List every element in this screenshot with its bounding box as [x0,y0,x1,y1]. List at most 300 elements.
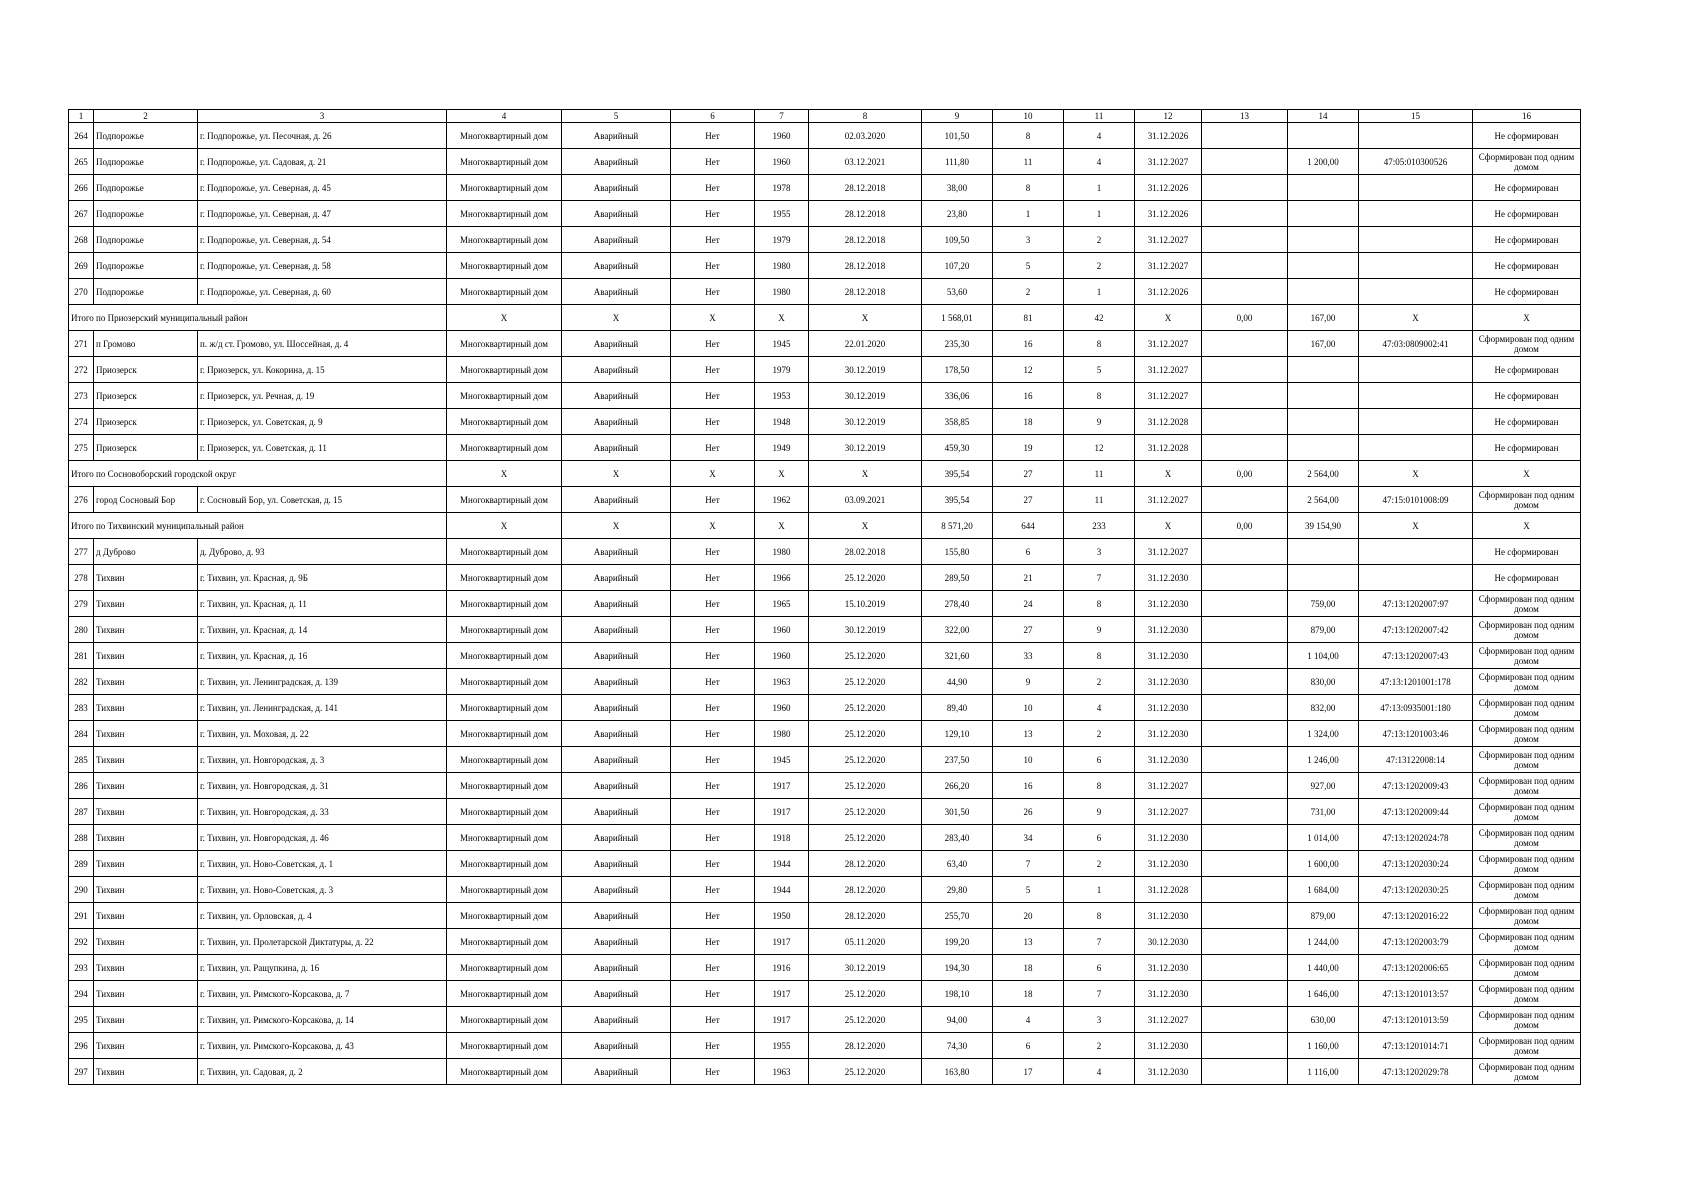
table-cell: 167,00 [1288,305,1359,331]
table-cell: 3 [1064,539,1135,565]
table-cell: X [755,461,809,487]
table-cell: г. Подпорожье, ул. Северная, д. 47 [198,201,447,227]
table-cell: 19 [993,435,1064,461]
table-cell: г. Приозерск, ул. Советская, д. 9 [198,409,447,435]
table-cell: 281 [69,643,94,669]
table-cell: 5 [993,877,1064,903]
table-cell: Аварийный [562,201,671,227]
table-cell: 31.12.2030 [1135,981,1202,1007]
table-cell: 107,20 [922,253,993,279]
table-cell: 336,06 [922,383,993,409]
table-cell: Аварийный [562,1033,671,1059]
table-cell: 38,00 [922,175,993,201]
table-cell: 31.12.2030 [1135,1033,1202,1059]
table-cell: Нет [671,123,755,149]
table-cell: 1978 [755,175,809,201]
table-cell [1202,695,1288,721]
table-cell: Нет [671,149,755,175]
table-cell: Аварийный [562,591,671,617]
table-cell: 47:13:1202009:44 [1359,799,1473,825]
table-cell: Не сформирован [1473,539,1581,565]
table-cell: Нет [671,799,755,825]
table-cell: Многоквартирный дом [447,435,562,461]
table-cell: X [562,305,671,331]
table-cell: 31.12.2030 [1135,721,1202,747]
table-cell: 2 [1064,1033,1135,1059]
table-cell: Нет [671,721,755,747]
table-cell: Тихвин [94,773,198,799]
table-cell: Аварийный [562,123,671,149]
table-cell: Аварийный [562,279,671,305]
table-cell [1202,591,1288,617]
table-cell: 1 [1064,877,1135,903]
table-cell: Многоквартирный дом [447,383,562,409]
table-cell: Аварийный [562,747,671,773]
header-row [69,110,1581,123]
table-cell [1202,617,1288,643]
table-cell: 47:13:1202003:79 [1359,929,1473,955]
table-cell: 6 [1064,955,1135,981]
table-cell: 301,50 [922,799,993,825]
table-cell: 759,00 [1288,591,1359,617]
table-cell: 25.12.2020 [809,799,922,825]
table-cell: 2 [993,279,1064,305]
table-cell: 2 564,00 [1288,487,1359,513]
table-cell: Нет [671,279,755,305]
table-cell: 28.12.2018 [809,201,922,227]
table-cell [1288,383,1359,409]
table-cell: 25.12.2020 [809,747,922,773]
table-cell: 31.12.2030 [1135,747,1202,773]
table-cell: г. Тихвин, ул. Орловская, д. 4 [198,903,447,929]
column-header: 12 [1135,110,1202,123]
table-cell: 25.12.2020 [809,1007,922,1033]
table-cell: г. Тихвин, ул. Ново-Советская, д. 1 [198,851,447,877]
table-cell: Подпорожье [94,227,198,253]
table-cell: Сформирован под одним домом [1473,331,1581,357]
table-cell: 289,50 [922,565,993,591]
table-cell: 289 [69,851,94,877]
table-cell: 31.12.2030 [1135,617,1202,643]
table-cell: Многоквартирный дом [447,929,562,955]
table-cell: 1944 [755,877,809,903]
table-cell: Тихвин [94,825,198,851]
table-cell: 1 [1064,201,1135,227]
table-cell: Аварийный [562,903,671,929]
table-cell: X [809,461,922,487]
table-cell: 31.12.2030 [1135,955,1202,981]
table-cell: 322,00 [922,617,993,643]
table-cell: Многоквартирный дом [447,799,562,825]
table-cell: Многоквартирный дом [447,1007,562,1033]
table-cell: 27 [993,487,1064,513]
column-header: 16 [1473,110,1581,123]
table-cell: 31.12.2027 [1135,227,1202,253]
table-cell: 292 [69,929,94,955]
table-cell: 267 [69,201,94,227]
table-cell: 9 [1064,409,1135,435]
table-cell: Многоквартирный дом [447,487,562,513]
table-cell: Аварийный [562,149,671,175]
table-row [69,175,1581,201]
table-cell: Тихвин [94,851,198,877]
table-cell: 47:13:1202024:78 [1359,825,1473,851]
table-cell: Нет [671,409,755,435]
table-cell: 111,80 [922,149,993,175]
table-cell: Нет [671,773,755,799]
table-cell [1202,201,1288,227]
table-cell: 31.12.2030 [1135,669,1202,695]
table-cell: г. Подпорожье, ул. Северная, д. 58 [198,253,447,279]
table-cell: 27 [993,461,1064,487]
table-cell: 47:15:0101008:09 [1359,487,1473,513]
table-cell: Аварийный [562,721,671,747]
table-cell: 8 [1064,591,1135,617]
table-cell: 28.12.2018 [809,253,922,279]
table-cell: Нет [671,617,755,643]
table-cell: 16 [993,331,1064,357]
table-row [69,1007,1581,1033]
table-cell: Аварийный [562,253,671,279]
table-cell: 8 [1064,331,1135,357]
table-cell: 178,50 [922,357,993,383]
table-cell [1359,123,1473,149]
table-cell: 879,00 [1288,617,1359,643]
table-cell: Аварийный [562,617,671,643]
table-cell: 295 [69,1007,94,1033]
column-header: 3 [198,110,447,123]
table-cell: 395,54 [922,487,993,513]
table-cell: 31.12.2030 [1135,1059,1202,1085]
table-cell: 6 [1064,825,1135,851]
table-cell: 31.12.2030 [1135,643,1202,669]
table-cell: X [809,513,922,539]
column-header: 14 [1288,110,1359,123]
table-cell: 233 [1064,513,1135,539]
table-cell: Сформирован под одним домом [1473,851,1581,877]
table-cell: 879,00 [1288,903,1359,929]
table-cell: 31.12.2026 [1135,175,1202,201]
table-cell [1359,435,1473,461]
table-cell: Аварийный [562,669,671,695]
table-cell: 0,00 [1202,461,1288,487]
table-cell: 266 [69,175,94,201]
table-cell: 1979 [755,357,809,383]
table-cell: Тихвин [94,877,198,903]
table-row [69,357,1581,383]
table-cell: Аварийный [562,409,671,435]
table-cell: 31.12.2027 [1135,539,1202,565]
table-cell: X [447,513,562,539]
table-cell: Сформирован под одним домом [1473,487,1581,513]
table-cell: 272 [69,357,94,383]
table-cell: г. Подпорожье, ул. Северная, д. 45 [198,175,447,201]
table-cell: X [671,305,755,331]
table-cell: г. Тихвин, ул. Моховая, д. 22 [198,721,447,747]
table-cell: д Дуброво [94,539,198,565]
table-cell: Многоквартирный дом [447,825,562,851]
table-row [69,1059,1581,1085]
table-cell: Аварийный [562,383,671,409]
table-row [69,643,1581,669]
table-cell [1202,331,1288,357]
total-row [69,305,1581,331]
table-cell: г. Тихвин, ул. Ленинградская, д. 141 [198,695,447,721]
table-cell: 47:13:1202030:24 [1359,851,1473,877]
table-cell: Многоквартирный дом [447,721,562,747]
table-cell: 28.12.2020 [809,877,922,903]
table-cell: Тихвин [94,721,198,747]
table-cell: г. Тихвин, ул. Новгородская, д. 3 [198,747,447,773]
table-cell: 47:13122008:14 [1359,747,1473,773]
table-cell [1359,279,1473,305]
table-cell: Многоквартирный дом [447,981,562,1007]
table-cell: Нет [671,929,755,955]
table-cell [1288,201,1359,227]
table-cell: 12 [993,357,1064,383]
table-cell: 47:13:1202007:97 [1359,591,1473,617]
table-cell: Сформирован под одним домом [1473,591,1581,617]
table-cell: 1963 [755,1059,809,1085]
table-cell: Аварийный [562,877,671,903]
table-cell: Тихвин [94,591,198,617]
table-cell: Нет [671,1033,755,1059]
table-cell: Многоквартирный дом [447,201,562,227]
table-cell: 4 [1064,123,1135,149]
table-cell: 2 564,00 [1288,461,1359,487]
table-row [69,279,1581,305]
table-cell: Многоквартирный дом [447,539,562,565]
table-cell: 630,00 [1288,1007,1359,1033]
table-cell: Не сформирован [1473,565,1581,591]
table-cell: Приозерск [94,357,198,383]
table-cell: 8 [993,175,1064,201]
table-cell: 02.03.2020 [809,123,922,149]
table-cell: 31.12.2030 [1135,591,1202,617]
column-header: 11 [1064,110,1135,123]
table-cell: Сформирован под одним домом [1473,617,1581,643]
table-cell: 15.10.2019 [809,591,922,617]
table-cell: 53,60 [922,279,993,305]
table-cell: Аварийный [562,175,671,201]
table-cell: 1 160,00 [1288,1033,1359,1059]
table-cell: Многоквартирный дом [447,331,562,357]
table-cell: Тихвин [94,747,198,773]
table-cell: 109,50 [922,227,993,253]
table-cell: Приозерск [94,435,198,461]
table-cell: Не сформирован [1473,409,1581,435]
table-cell [1359,201,1473,227]
table-cell: Сформирован под одним домом [1473,1033,1581,1059]
table-cell: 47:13:1202016:22 [1359,903,1473,929]
table-cell: г. Тихвин, ул. Ново-Советская, д. 3 [198,877,447,903]
table-cell: Многоквартирный дом [447,175,562,201]
table-cell: Аварийный [562,929,671,955]
table-cell: 31.12.2027 [1135,149,1202,175]
table-cell: 163,80 [922,1059,993,1085]
table-cell [1202,357,1288,383]
table-cell: 268 [69,227,94,253]
table-cell [1202,981,1288,1007]
table-cell: X [1359,305,1473,331]
table-cell: Многоквартирный дом [447,565,562,591]
total-label: Итого по Приозерский муниципальный район [69,305,447,331]
table-cell: X [1359,461,1473,487]
table-cell: 31.12.2028 [1135,435,1202,461]
table-cell: 237,50 [922,747,993,773]
table-cell: Многоквартирный дом [447,773,562,799]
table-cell: 287 [69,799,94,825]
table-cell: Сформирован под одним домом [1473,643,1581,669]
table-cell: г. Тихвин, ул. Красная, д. 14 [198,617,447,643]
table-cell: Тихвин [94,565,198,591]
table-cell [1288,435,1359,461]
table-cell: 7 [1064,565,1135,591]
table-cell: Тихвин [94,903,198,929]
table-cell: Подпорожье [94,149,198,175]
table-cell: 18 [993,955,1064,981]
table-cell: 1953 [755,383,809,409]
table-cell: Нет [671,383,755,409]
table-cell [1202,773,1288,799]
table-cell: Нет [671,981,755,1007]
table-cell: 1960 [755,695,809,721]
table-cell: 1949 [755,435,809,461]
table-cell: 264 [69,123,94,149]
table-cell: Многоквартирный дом [447,903,562,929]
table-cell: 2 [1064,669,1135,695]
table-cell: 1944 [755,851,809,877]
table-cell: X [671,461,755,487]
table-cell: 28.12.2020 [809,903,922,929]
table-cell [1288,123,1359,149]
table-cell: 31.12.2028 [1135,409,1202,435]
table-cell: 26 [993,799,1064,825]
table-cell: Аварийный [562,227,671,253]
table-cell: 47:13:1202030:25 [1359,877,1473,903]
table-cell: 2 [1064,721,1135,747]
table-cell: 27 [993,617,1064,643]
table-cell: 1 [1064,279,1135,305]
table-cell: Аварийный [562,643,671,669]
table-cell: Нет [671,955,755,981]
table-cell: 47:13:1201014:71 [1359,1033,1473,1059]
table-cell [1202,877,1288,903]
table-cell: X [447,461,562,487]
table-row [69,747,1581,773]
table-cell: X [447,305,562,331]
table-cell: Многоквартирный дом [447,409,562,435]
table-cell: Аварийный [562,487,671,513]
table-cell: Многоквартирный дом [447,747,562,773]
table-cell: 1980 [755,279,809,305]
table-cell: 13 [993,721,1064,747]
table-cell [1202,929,1288,955]
table-cell [1288,565,1359,591]
table-cell: 28.12.2020 [809,851,922,877]
table-row [69,617,1581,643]
table-cell: 293 [69,955,94,981]
table-cell: Подпорожье [94,253,198,279]
table-cell: Тихвин [94,955,198,981]
table-cell: Сформирован под одним домом [1473,799,1581,825]
table-cell: 28.12.2018 [809,175,922,201]
table-cell [1359,539,1473,565]
table-cell: 31.12.2026 [1135,201,1202,227]
table-row [69,253,1581,279]
table-cell: Нет [671,695,755,721]
table-cell: Не сформирован [1473,279,1581,305]
table-cell: Приозерск [94,383,198,409]
table-cell: Аварийный [562,799,671,825]
table-cell: 25.12.2020 [809,773,922,799]
column-header: 7 [755,110,809,123]
table-cell: 1917 [755,929,809,955]
table-cell: 1945 [755,747,809,773]
table-cell: Сформирован под одним домом [1473,929,1581,955]
table-cell: 1 [993,201,1064,227]
table-cell: г. Приозерск, ул. Советская, д. 11 [198,435,447,461]
table-cell: Подпорожье [94,201,198,227]
table-cell: 1966 [755,565,809,591]
table-cell: 8 [1064,773,1135,799]
table-cell: 30.12.2019 [809,955,922,981]
table-row [69,695,1581,721]
table-cell: 28.12.2018 [809,227,922,253]
table-cell: Нет [671,1059,755,1085]
table-cell: Нет [671,357,755,383]
table-cell: 31.12.2026 [1135,123,1202,149]
table-cell: Сформирован под одним домом [1473,955,1581,981]
table-cell [1202,175,1288,201]
table-cell: Сформирован под одним домом [1473,903,1581,929]
table-cell: 7 [993,851,1064,877]
table-cell: Сформирован под одним домом [1473,721,1581,747]
table-cell: 34 [993,825,1064,851]
table-cell: Сформирован под одним домом [1473,1059,1581,1085]
table-cell: 03.09.2021 [809,487,922,513]
table-cell: Не сформирован [1473,201,1581,227]
table-cell: г. Тихвин, ул. Красная, д. 16 [198,643,447,669]
table-cell: 47:13:1202029:78 [1359,1059,1473,1085]
table-cell [1202,435,1288,461]
table-cell: 9 [1064,799,1135,825]
table-cell: 81 [993,305,1064,331]
table-cell: X [755,513,809,539]
table-cell: 31.12.2027 [1135,799,1202,825]
table-cell: п Громово [94,331,198,357]
table-cell: г. Приозерск, ул. Кокорина, д. 15 [198,357,447,383]
table-cell [1202,123,1288,149]
table-cell: 8 [1064,643,1135,669]
table-cell: Многоквартирный дом [447,357,562,383]
table-cell: 4 [1064,1059,1135,1085]
table-cell: Не сформирован [1473,383,1581,409]
table-row [69,435,1581,461]
table-cell: Аварийный [562,1059,671,1085]
table-cell: г. Тихвин, ул. Пролетарской Диктатуры, д. 22 [198,929,447,955]
table-cell: Аварийный [562,981,671,1007]
table-cell: Аварийный [562,357,671,383]
table-cell: 47:13:1201013:57 [1359,981,1473,1007]
table-cell: 30.12.2019 [809,409,922,435]
table-cell: 22.01.2020 [809,331,922,357]
table-cell: 1960 [755,617,809,643]
table-cell: 31.12.2027 [1135,357,1202,383]
column-header: 5 [562,110,671,123]
table-cell: г. Подпорожье, ул. Садовая, д. 21 [198,149,447,175]
table-cell: Аварийный [562,435,671,461]
